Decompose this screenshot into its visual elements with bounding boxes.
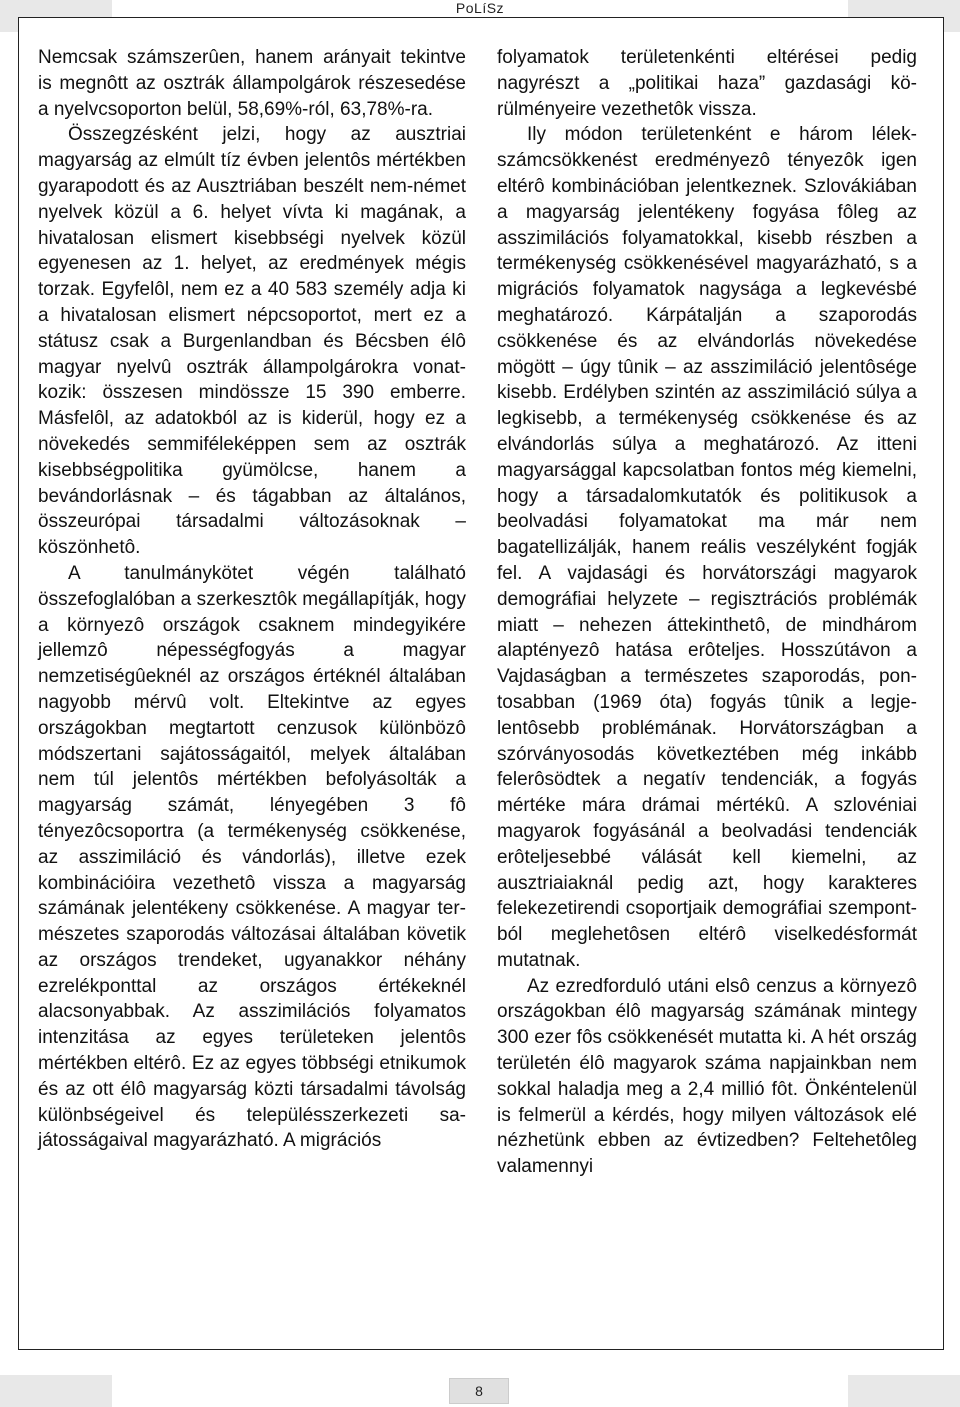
paragraph: folyamatok területenkénti eltérései pedig nagyrészt a „politikai haza” gazdasági körülményeire vezethetôk vissza. (497, 47, 917, 120)
left-column (38, 45, 466, 1154)
paragraph: Nemcsak számszerûen, hanem arányait tekintve is megnôtt az osztrák állampolgárok részesedése a nyelvcsoporton belül, 58,69%-ról, 63,78%-ra. (38, 47, 466, 120)
paragraph: Ily módon területenként e három lélekszámcsökkenést eredményezô tényezôk igen eltérô kombinációban jelentkeznek. Szlovákiában a magyarság jelentékeny fogyása fôleg az asszimilációs folyamatokkal, kisebb részben a termékenység csökkenésével magyarázható, s a migrációs folyamatok nagysága a legkevésbé meghatározó. Kárpátalján a szaporodás csökkenése és az elvándorlás növekedése mögött – úgy tûnik – az asszimiláció jelentôsége kisebb. Erdélyben szintén az asszimiláció súlya a legkisebb, a termékenység csökkenése és az elvándorlás súlya a meghatározó. Az itteni magyarsággal kapcsolatban fontos még kiemelni, hogy a társadalomkutatók és politikusok a beolvadási folyamatokat ma már nem bagatellizálják, hanem reális veszélyként fogják fel. A vajdasági és horvátországi magyarok demográfiai helyzete – regisztrációs problémák miatt – nehezen áttekinthetô, de mindhárom alaptényezô hatása erôteljes. Hosszútávon a Vajdaságban a természetes szaporodás, pontosabban (1969 óta) fogyás tûnik a legjelentôsebb problémának. Horvátországban a szórványosodás következtében még inkább felerôsödtek a negatív tendenciák, a fogyás mértéke mára drámai mértékû. A szlovéniai magyarok fogyásánál a beolvadási tendenciák erôteljesebbé válását kell kiemelni, az ausztriaiaknál pedig azt, hogy karakteres felekezetirendi csoportjaik demográfiai szempontból meglehetôsen eltérô viselkedésformát mutatnak. (497, 124, 917, 971)
paragraph: Összegzésként jelzi, hogy az ausztriai magyarság az elmúlt tíz évben jelentôs mértékben gyarapodott és az Ausztriában beszélt nem-német nyelvek közül a 6. helyet vívta ki magának, a hivatalosan elismert kisebbségi nyelvek közül egyenesen az 1. helyet, az eredmények mégis torzak. Egyfelôl, nem ez a 40 583 személy adja ki a hivatalosan elismert népcsoportot, mert ez a státusz csak a Burgenlandban és Bécsben élô magyar nyelvû osztrák állampolgárokra vonatkozik: összesen mindössze 15 390 emberre. Másfelôl, az adatokból az is kiderül, hogy ez a növekedés semmiféleképpen sem az osztrák kisebbségpolitika gyümölcse, hanem a bevándorlásnak – és tágabban az általános, összeurópai társadalmi változásoknak – köszönhetô. (38, 124, 466, 559)
page-number: 8 (449, 1378, 509, 1404)
running-header (0, 0, 960, 16)
paragraph: A tanulmánykötet végén található összefoglalóban a szerkesztôk megállapítják, hogy a környezô országok csaknem mindegyikére jellemzô népességfogyás a magyar nemzetiségûeknél az országos értéknél általában nagyobb mérvû volt. Eltekintve az egyes országokban megtartott cenzusok különbözô módszertani sajátosságaitól, melyek általában nem túl jelentôs mértékben befolyásolták a magyarság számát, lényegében 3 fô tényezôcsoportra (a termékenység csökkenése, az asszimiláció és vándorlás), illetve ezek kombinációira vezethetô vissza a magyarság számának jelentékeny csökkenése. A magyar természetes szaporodás változásai általában követik az országos trendeket, ugyanakkor néhány ezrelékponttal az országos értékeknél alacsonyabbak. Az asszimilációs folyamatos intenzitása az egyes területeken jelentôs mértékben eltérô. Ez az egyes többségi etnikumok és az ott élô magyarság közti társadalmi távolság különbségeivel és településszerkezeti sajátosságaival magyarázható. A migrációs (38, 562, 466, 1152)
header-title: PoLíSz (452, 0, 508, 16)
paragraph: Az ezredforduló utáni elsô cenzus a környezô országokban élô magyarság számának mintegy 300 ezer fôs csökkenését mutatta ki. A hét ország területén élô magyarok száma napjainkban nem sokkal haladja meg a 2,4 millió fôt. Önkéntelenül is felmerül a kérdés, hogy milyen változások elé nézhetünk ebben az évtizedben? Feltehetôleg valamennyi (497, 975, 917, 1178)
corner-tab-bottom-right (848, 1375, 960, 1407)
corner-tab-bottom-left (0, 1375, 112, 1407)
right-column (497, 45, 917, 1180)
